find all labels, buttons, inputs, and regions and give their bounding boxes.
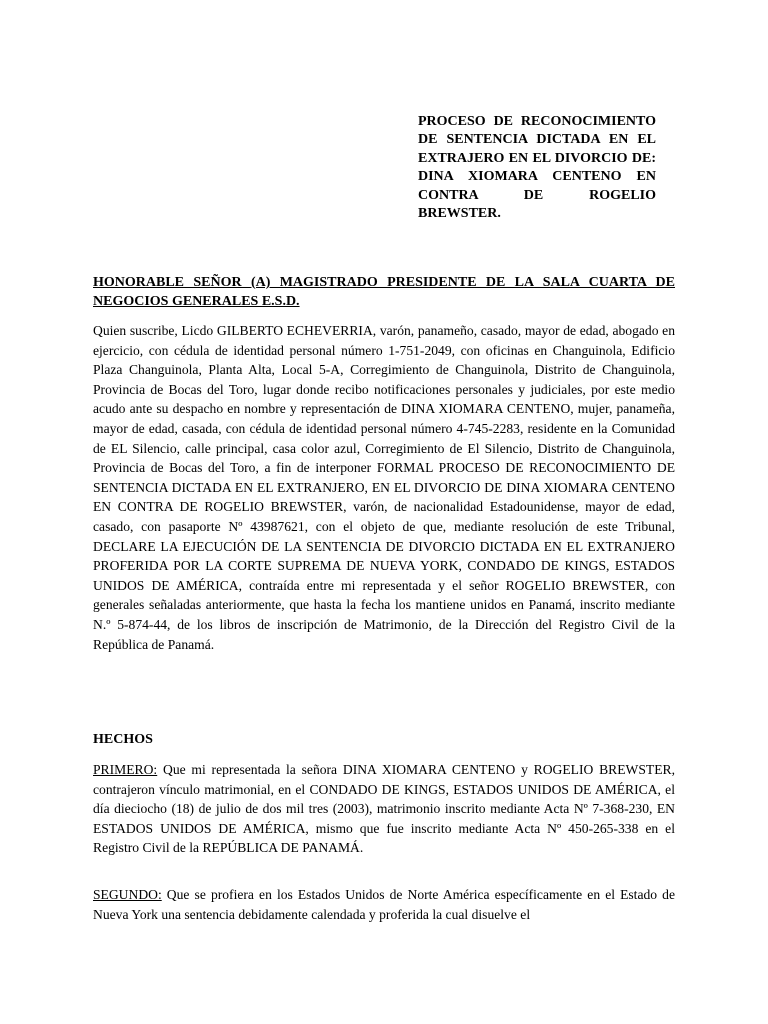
fact-text-primero: Que mi representada la señora DINA XIOMARA CENTENO y ROGELIO BREWSTER, contrajeron vínculo matrimonial, en el CONDADO DE KINGS, ESTADOS UNIDOS DE AMÉRICA, el día dieciocho (18) de julio de dos mil tres (2003), matrimonio inscrito mediante Acta Nº 7-368-230, EN ESTADOS UNIDOS DE AMÉRICA, mismo que fue inscrito mediante Acta Nº 450-265-338 en el Registro Civil de la REPÚBLICA DE PANAMÁ. xyxy=(93,762,675,856)
fact-label-primero: PRIMERO: xyxy=(93,762,158,777)
intro-paragraph: Quien suscribe, Licdo GILBERTO ECHEVERRIA, varón, panameño, casado, mayor de edad, abogado en ejercicio, con cédula de identidad personal número 1-751-2049, con oficinas en Changuinola, Edificio Plaza Changuinola, Planta Alta, Local 5-A, Corregimiento de Changuinola, Distrito de Changuinola, Provincia de Bocas del Toro, lugar donde recibo notificaciones personales y judiciales, por este medio acudo ante su despacho en nombre y representación de DINA XIOMARA CENTENO, mujer, panameña, mayor de edad, casada, con cédula de identidad personal número 4-745-2283, residente en la Comunidad de EL Silencio, calle principal, casa color azul, Corregimiento de El Silencio, Distrito de Changuinola, Provincia de Bocas del Toro, a fin de interponer FORMAL PROCESO DE RECONOCIMIENTO DE SENTENCIA DICTADA EN EL EXTRANJERO, EN EL DIVORCIO DE DINA XIOMARA CENTENO EN CONTRA DE ROGELIO BREWSTER, varón, de nacionalidad Estadounidense, mayor de edad, casado, con pasaporte Nº 43987621, con el objeto de que, mediante resolución de este Tribunal, DECLARE LA EJECUCIÓN DE LA SENTENCIA DE DIVORCIO DICTADA EN EL EXTRANJERO PROFERIDA POR LA CORTE SUPREMA DE NUEVA YORK, CONDADO DE KINGS, ESTADOS UNIDOS DE AMÉRICA, contraída entre mi representada y el señor ROGELIO BREWSTER, con generales señaladas anteriormente, que hasta la fecha los mantiene unidos en Panamá, inscrito mediante N.º 5-874-44, de los libros de inscripción de Matrimonio, de la Dirección del Registro Civil de la República de Panamá. xyxy=(93,323,675,652)
section-heading-hechos: HECHOS xyxy=(93,732,153,747)
fact-label-segundo: SEGUNDO: xyxy=(93,887,162,902)
fact-paragraph-segundo xyxy=(93,885,675,924)
fact-text-segundo: Que se profiera en los Estados Unidos de Norte América específicamente en el Estado de Nueva York una sentencia debidamente calendada y proferida la cual disuelve el xyxy=(93,887,675,922)
fact-paragraph-primero xyxy=(93,760,675,858)
case-title: PROCESO DE RECONOCIMIENTO DE SENTENCIA DICTADA EN EL EXTRAJERO EN EL DIVORCIO DE: DINA XIOMARA CENTENO EN CONTRA DE ROGELIO BREWSTER. xyxy=(418,114,656,222)
court-address-heading: HONORABLE SEÑOR (A) MAGISTRADO PRESIDENTE DE LA SALA CUARTA DE NEGOCIOS GENERALES E.S.D. xyxy=(93,275,675,309)
